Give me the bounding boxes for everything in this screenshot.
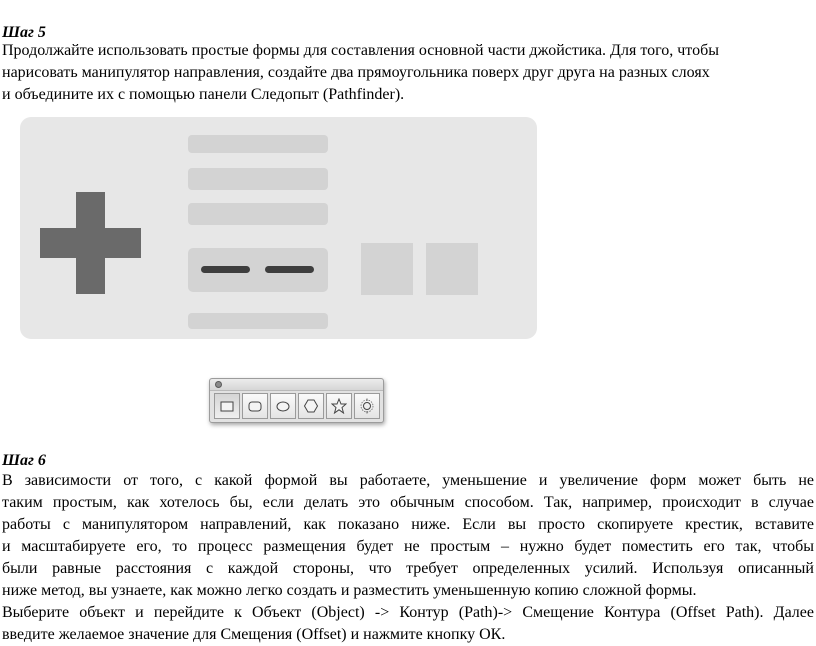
flare-tool-button[interactable] — [354, 393, 380, 419]
rounded-rectangle-tool-button[interactable] — [242, 393, 268, 419]
panel-title-bar[interactable] — [210, 379, 383, 391]
polygon-icon — [303, 398, 319, 414]
dpad-horizontal-rectangle — [40, 228, 141, 258]
joystick-bar — [188, 168, 328, 190]
step6-line: таким простым, как хотелось бы, если делать это обычным способом. Так, например, происходит в случае — [2, 494, 814, 511]
step5-line: нарисовать манипулятор направления, создайте два прямоугольника поверх друг друга на разных слоях — [2, 64, 710, 81]
start-button-slot — [265, 266, 314, 273]
joystick-bar — [188, 203, 328, 225]
joystick-bar — [188, 135, 328, 153]
step5-heading: Шаг 5 — [2, 24, 46, 41]
step5-line: и объедините их с помощью панели Следопыт (Pathfinder). — [2, 86, 405, 103]
step5-line: Продолжайте использовать простые формы для составления основной части джойстика. Для того, чтобы — [2, 42, 719, 59]
step6-line: работы с манипулятором направлений, как показано ниже. Если вы просто скопируете крестик, вставите — [2, 516, 814, 533]
star-tool-button[interactable] — [326, 393, 352, 419]
action-button-square — [426, 243, 478, 295]
star-icon — [331, 398, 347, 414]
rounded-rectangle-icon — [247, 398, 263, 414]
step5-paragraph — [2, 40, 814, 106]
rectangle-icon — [219, 398, 235, 414]
step6-heading: Шаг 6 — [2, 452, 46, 469]
step6-line: ниже метод, вы узнаете, как можно легко создать и разместить уменьшенную копию сложной формы. — [2, 582, 697, 599]
polygon-tool-button[interactable] — [298, 393, 324, 419]
step6-line: введите желаемое значение для Смещения (Offset) и нажмите кнопку ОК. — [2, 626, 506, 643]
joystick-bar — [188, 313, 328, 329]
rectangle-tool-button[interactable] — [214, 393, 240, 419]
close-icon[interactable] — [215, 381, 222, 388]
ellipse-icon — [275, 398, 291, 414]
step6-line: и масштабируете его, то процесс размещения будет не простым – нужно будет поместить его так, чтобы — [2, 538, 814, 555]
step6-line: Выберите объект и перейдите к Объект (Object) -> Контур (Path)-> Смещение Контура (Offset Path). Далее — [2, 604, 814, 621]
step6-line: В зависимости от того, с какой формой вы работаете, уменьшение и увеличение форм может быть не — [2, 472, 814, 489]
select-button-slot — [201, 266, 250, 273]
flare-icon — [359, 398, 375, 414]
joystick-illustration — [20, 117, 537, 339]
step6-line: были равные расстояния с каждой стороны, что требует определенных усилий. Используя описанный — [2, 560, 814, 577]
step6-paragraph — [2, 470, 814, 646]
ellipse-tool-button[interactable] — [270, 393, 296, 419]
joystick-button-panel — [188, 248, 328, 292]
action-button-square — [361, 243, 413, 295]
shape-tools-panel — [209, 378, 384, 423]
